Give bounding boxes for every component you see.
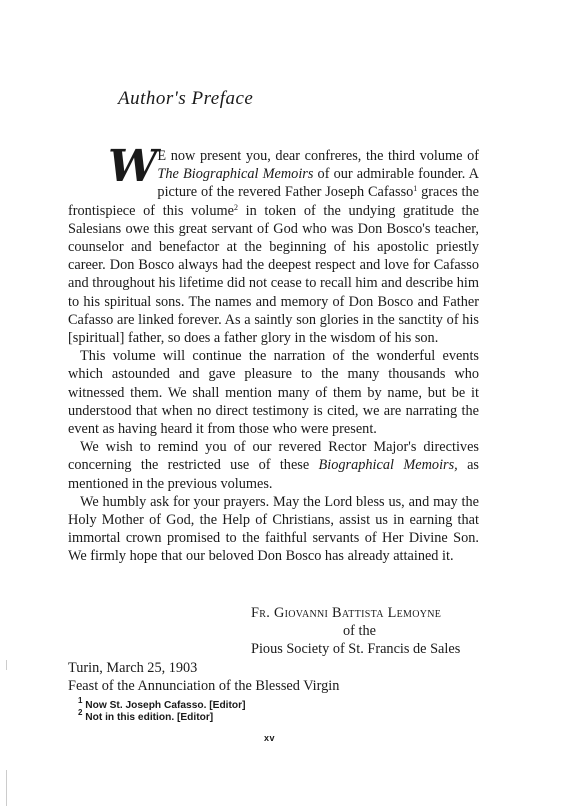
preface-body [68, 141, 480, 566]
footnote-ref-1: 1 [413, 184, 418, 194]
author-name: Fr. Giovanni Battista Lemoyne [251, 605, 442, 621]
chapter-title: Author's Preface [118, 88, 254, 109]
paragraph-3-start: We wish to remind you of our revered Rector Major's directives concerning the restricted use of these [68, 439, 479, 474]
footnote-1-text: Now St. Joseph Cafasso. [Editor] [85, 700, 246, 711]
paragraph-1-mid2: graces the frontispiece of this volume [68, 184, 479, 219]
paragraph-3 [68, 438, 479, 493]
footnote-2-text: Not in this edition. [Editor] [85, 712, 214, 724]
paragraph-4: We humbly ask for your prayers. May the Lord bless us, and may the Holy Mother of God, the Help of Christians, assist us in earning that immortal crown promised to the faithful servants of Her Divine Son. We firmly hope that our beloved Don Bosco has already attained it. [68, 493, 479, 565]
drop-cap: W [108, 141, 154, 192]
footnote-2 [78, 708, 246, 724]
footnotes [78, 696, 246, 724]
feast-line: Feast of the Annunciation of the Blessed Virgin [68, 677, 340, 694]
place-date: Turin, March 25, 1903 [68, 659, 198, 676]
paragraph-3-end: as mentioned in the previous volumes. [68, 457, 479, 492]
scan-margin-mark [6, 770, 7, 806]
book-title-italic: The Biographical Memoirs [157, 166, 314, 183]
scan-margin-mark [6, 660, 7, 670]
paragraph-1 [68, 141, 480, 347]
society-name: Pious Society of St. Francis de Sales [251, 641, 461, 658]
paragraph-1-start: E now present you, dear confreres, the third volume of [157, 148, 479, 164]
page-number: xv [264, 733, 276, 743]
signature-of: of the [343, 623, 376, 640]
footnote-1-mark: 1 [78, 696, 83, 705]
footnote-ref-2: 2 [233, 202, 238, 212]
paragraph-2: This volume will continue the narration of the wonderful events which astounded and gave pleasure to the many thousands who witnessed them. We shall mention many of them by name, but be it understood that when no direct testimony is cited, we are narrating the event as having heard it from those who were present. [68, 348, 479, 438]
footnote-1 [78, 696, 246, 712]
signature-block [68, 604, 479, 695]
paragraph-1-mid1: of our admirable founder. A picture of the revered Father Joseph Cafasso [157, 166, 480, 201]
paragraph-1-end: in token of the undying gratitude the Salesians owe this great servant of God who was Don Bosco's teacher, counselor and benefactor at the beginning of his apostolic priestly career. Don Bosco always had the deepest respect and love for Cafasso and throughout his lifetime did not cease to recall him and describe him to his spiritual sons. The names and memory of Don Bosco and Father Cafasso are linked forever. As a saintly son glories in the sanctity of his [spiritual] father, so does a father glory in the wisdom of his son. [68, 202, 479, 347]
footnote-2-mark: 2 [78, 708, 83, 718]
memoirs-title-italic: Biographical Memoirs, [318, 457, 458, 474]
